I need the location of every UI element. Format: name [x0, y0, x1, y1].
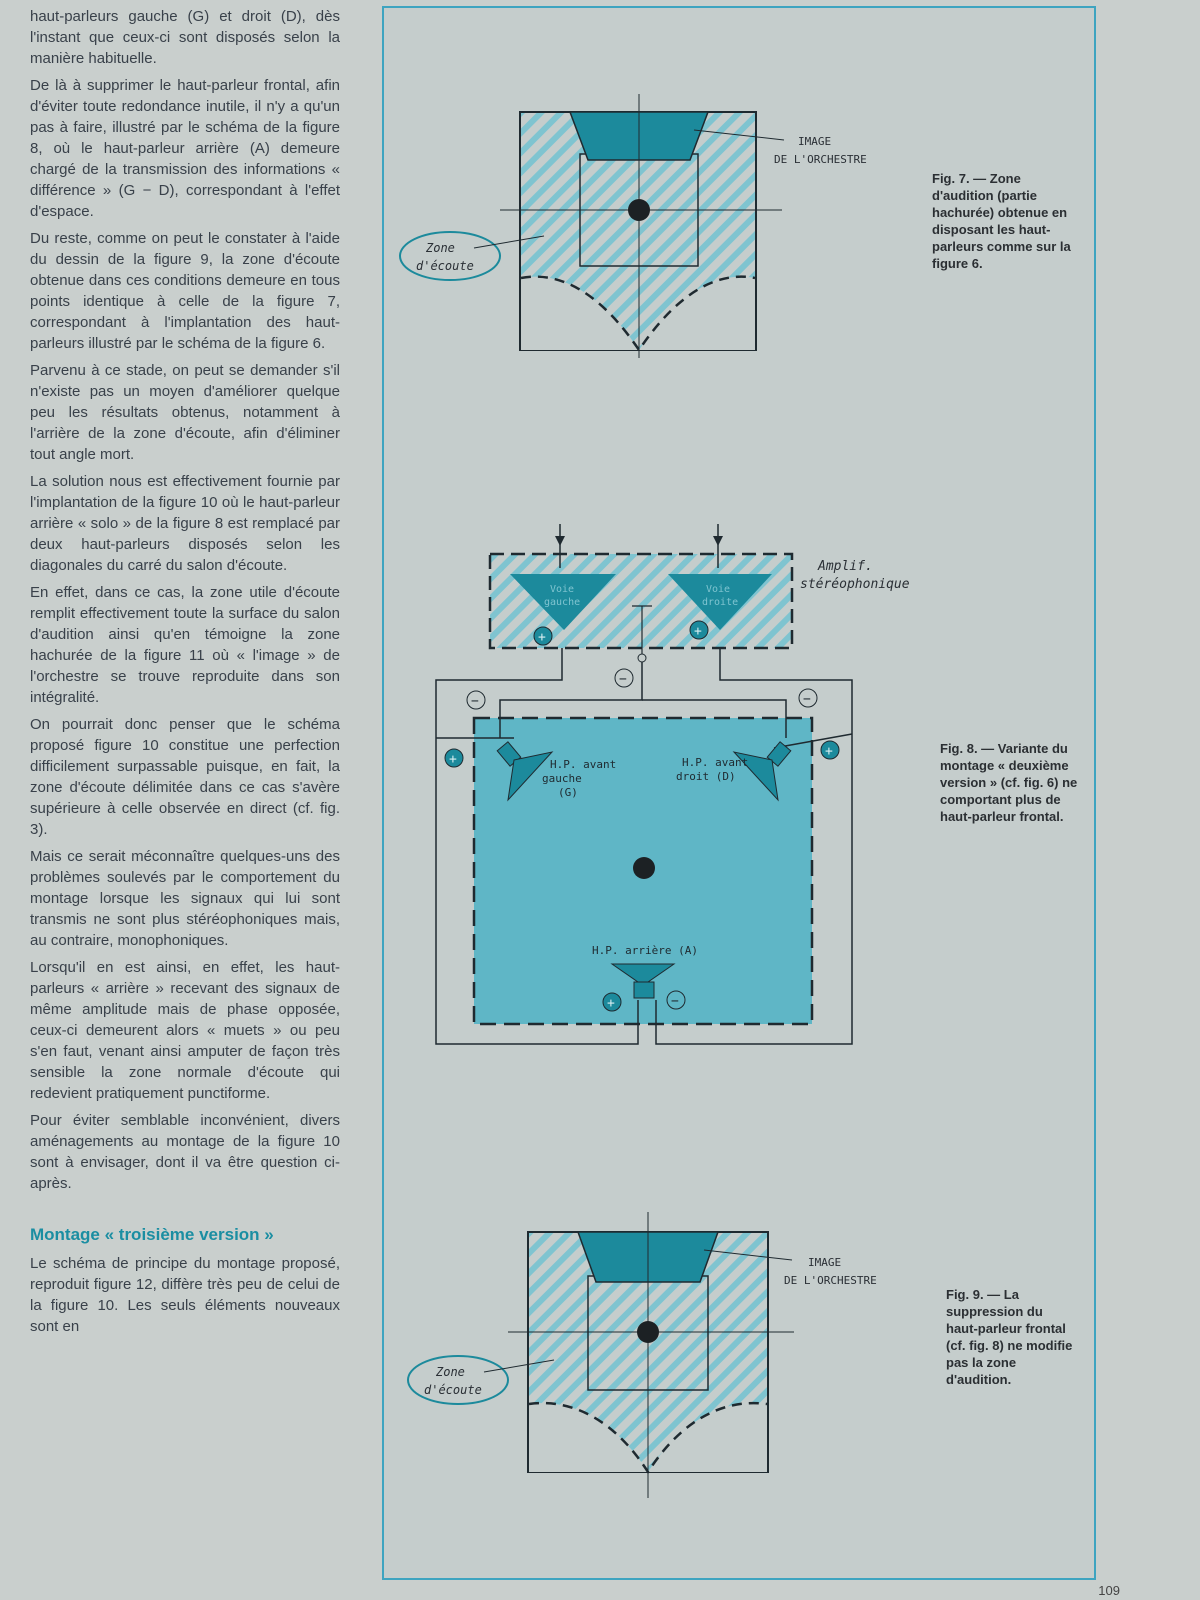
hp-label: H.P. avant: [550, 758, 617, 771]
article-text-column: [30, 6, 340, 1343]
hp-label: droit (D): [676, 770, 736, 783]
figure-7-caption: Fig. 7. — Zone d'audition (partie hachurée) obtenue en disposant les haut-parleurs comme sur la figure 6.: [932, 171, 1071, 271]
zone-label: Zone: [426, 241, 455, 255]
voie-label: droite: [702, 597, 739, 608]
svg-text:−: −: [803, 692, 811, 707]
svg-text:+: +: [607, 996, 615, 1011]
paragraph: Lorsqu'il en est ainsi, en effet, les haut-parleurs « arrière » recevant des signaux de même amplitude mais de phase opposée, ceux-ci demeurent alors « muets » ou peu s'en faut, venant ainsi amputer de façon très sensible la zone normale d'écoute qui redevient pratiquement punctiforme.: [30, 959, 340, 1102]
paragraph: On pourrait donc penser que le schéma proposé figure 10 constitue une perfection difficilement surpassable puisque, en fait, la zone d'écoute délimitée dans ce cas s'avère supérieure à celle observée en direct (cf. fig. 3).: [30, 716, 340, 838]
image-label: IMAGE: [808, 1256, 842, 1269]
svg-text:+: +: [538, 630, 546, 645]
voie-label: Voie: [550, 584, 575, 595]
svg-text:−: −: [471, 694, 479, 709]
voie-label: Voie: [706, 584, 731, 595]
paragraph: Parvenu à ce stade, on peut se demander s'il n'existe pas un moyen d'améliorer quelque peu les résultats obtenus, notamment à l'arrière de la zone d'écoute, afin d'éliminer tout angle mort.: [30, 362, 340, 463]
voie-label: gauche: [544, 597, 581, 608]
svg-text:+: +: [825, 744, 833, 759]
hp-label: H.P. avant: [682, 756, 749, 769]
image-label: DE L'ORCHESTRE: [774, 153, 867, 166]
hp-label: H.P. arrière (A): [592, 944, 698, 957]
figure-8: [436, 524, 910, 1044]
svg-text:−: −: [619, 672, 627, 687]
paragraph: De là à supprimer le haut-parleur frontal, afin d'éviter toute redondance inutile, il n'y a qu'un pas à faire, illustré par le schéma de la figure 8, où le haut-parleur arrière (A) demeure chargé de la transmission des informations « différence » (G − D), correspondant à l'effet d'espace.: [30, 77, 340, 220]
listener-head-icon: [628, 199, 650, 221]
zone-label: d'écoute: [416, 259, 474, 273]
zone-label: d'écoute: [424, 1383, 482, 1397]
listener-head-icon: [633, 857, 655, 879]
figure-7: [400, 94, 867, 358]
paragraph: En effet, dans ce cas, la zone utile d'écoute remplit effectivement toute la surface du salon d'audition ainsi qu'en témoigne la zone hachurée de la figure 11 où « l'image » de l'orchestre se trouve reproduite dans son intégralité.: [30, 584, 340, 706]
paragraph: Mais ce serait méconnaître quelques-uns des problèmes soulevés par le comportement du montage lorsque les signaux qui lui sont transmis ne sont plus stéréophoniques mais, au contraire, monophoniques.: [30, 848, 340, 949]
amp-label: Amplif.: [818, 559, 873, 574]
zone-label: Zone: [436, 1365, 465, 1379]
figure-9-caption: Fig. 9. — La suppression du haut-parleur frontal (cf. fig. 8) ne modifie pas la zone d'audition.: [946, 1287, 1073, 1387]
amp-label: stéréophonique: [800, 577, 910, 592]
image-label: IMAGE: [798, 135, 832, 148]
paragraph: Le schéma de principe du montage proposé, reproduit figure 12, diffère très peu de celui de la figure 10. Les seuls éléments nouveaux sont en: [30, 1255, 340, 1335]
section-heading: Montage « troisième version »: [30, 1225, 274, 1244]
svg-text:+: +: [449, 752, 457, 767]
paragraph: haut-parleurs gauche (G) et droit (D), dès l'instant que ceux-ci sont disposés selon la manière habituelle.: [30, 8, 340, 67]
figure-panel: [382, 6, 1096, 1580]
figure-9: [408, 1212, 877, 1498]
paragraph: Pour éviter semblable inconvénient, divers aménagements au montage de la figure 10 sont à envisager, dont il va être question ci-après.: [30, 1112, 340, 1192]
paragraph: La solution nous est effectivement fournie par l'implantation de la figure 10 où le haut-parleur arrière « solo » de la figure 8 est remplacé par deux haut-parleurs disposés selon les diagonales du carré du salon d'écoute.: [30, 473, 340, 574]
figure-8-caption: Fig. 8. — Variante du montage « deuxième version » (cf. fig. 6) ne comportant plus de haut-parleur frontal.: [940, 741, 1078, 824]
listener-head-icon: [637, 1321, 659, 1343]
hp-label: (G): [558, 786, 578, 799]
paragraph: Du reste, comme on peut le constater à l'aide du dessin de la figure 9, la zone d'écoute obtenue dans ces conditions demeure en tous points identique à celle de la figure 7, correspondant à l'implantation des haut-parleurs illustré par le schéma de la figure 6.: [30, 230, 340, 352]
page-number: 109: [1098, 1583, 1120, 1598]
image-label: DE L'ORCHESTRE: [784, 1274, 877, 1287]
svg-text:+: +: [694, 624, 702, 639]
svg-text:−: −: [671, 994, 679, 1009]
hp-label: gauche: [542, 772, 582, 785]
